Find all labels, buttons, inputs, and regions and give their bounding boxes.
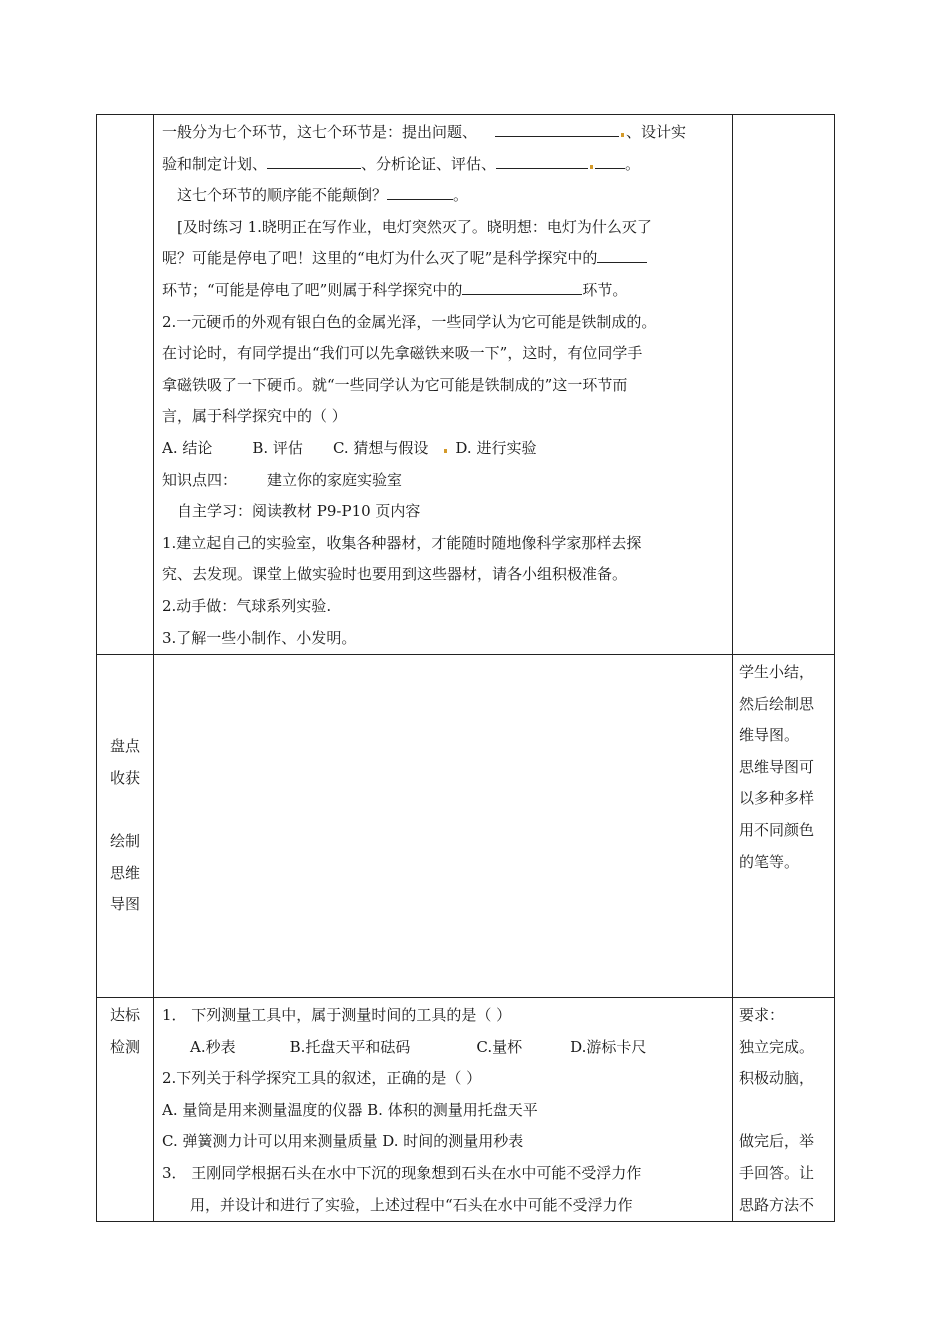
fill-blank[interactable]: [496, 152, 588, 169]
text-line: 究、去发现。课堂上做实验时也要用到这些器材，请各小组积极准备。: [162, 565, 628, 584]
knowledge-point-heading: 知识点四： 建立你的家庭实验室: [162, 470, 403, 489]
section-label: 思维: [109, 863, 140, 882]
option-c[interactable]: C.量杯: [476, 1037, 523, 1056]
section-label: 检测: [109, 1037, 140, 1056]
question-2-options: A. 量筒是用来测量温度的仪器 B. 体积的测量用托盘天平: [162, 1100, 538, 1119]
text-line: 自主学习：阅读教材 P9-P10 页内容: [177, 502, 421, 521]
fill-blank[interactable]: [462, 278, 582, 295]
text-line: 环节；“可能是停电了吧”则属于科学探究中的 环节。: [162, 275, 726, 307]
option-a[interactable]: A.秒表: [190, 1037, 236, 1056]
row1-note-cell: [733, 115, 835, 655]
text-line: 言，属于科学探究中的（ ）: [162, 407, 347, 426]
text-line: 2.一元硬币的外观有银白色的金属光泽，一些同学认为它可能是铁制成的。: [162, 312, 657, 331]
question-3: 3． 王刚同学根据石头在水中下沉的现象想到石头在水中可能不受浮力作: [162, 1164, 642, 1183]
row2-note-cell: 学生小结， 然后绘制思 维导图。 思维导图可 以多种多样 用不同颜色 的笔等。: [733, 655, 835, 998]
mind-map-area[interactable]: [154, 655, 733, 998]
fill-blank[interactable]: [595, 152, 625, 169]
question-2: 2.下列关于科学探究工具的叙述，正确的是（ ）: [162, 1069, 482, 1088]
lesson-table: [96, 114, 835, 1222]
question-2-options: C. 弹簧测力计可以用来测量质量 D. 时间的测量用秒表: [162, 1132, 524, 1151]
text-line: 这七个环节的顺序能不能颠倒？ 。: [162, 180, 726, 212]
section-label: 绘制: [109, 832, 140, 851]
choice-options: [162, 433, 726, 465]
text-line: 一般分为七个环节，这七个环节是：提出问题、 、设计实: [162, 117, 726, 149]
row3-content-cell: [154, 998, 733, 1222]
option-a[interactable]: A. 结论: [162, 438, 213, 457]
question-1: 1． 下列测量工具中，属于测量时间的工具的是（ ）: [162, 1006, 512, 1025]
table-row-summary: [97, 655, 835, 998]
section-label: 收获: [109, 768, 140, 787]
text-line: 验和制定计划、 、分析论证、评估、 。: [162, 149, 726, 181]
table-row-test: [97, 998, 835, 1222]
option-b[interactable]: B.托盘天平和砝码: [289, 1037, 411, 1056]
table-row-inquiry: [97, 115, 835, 655]
text-line: 拿磁铁吸了一下硬币。就“一些同学认为它可能是铁制成的”这一环节而: [162, 375, 628, 394]
row1-label-cell: [97, 115, 154, 655]
section-label: 导图: [109, 895, 140, 914]
section-label: 达标: [109, 1006, 140, 1025]
row1-content-cell: [154, 115, 733, 655]
section-label: 盘点: [109, 737, 140, 756]
question-1-options: [162, 1032, 726, 1064]
option-d[interactable]: D.游标卡尺: [570, 1037, 647, 1056]
row3-note-cell: 要求： 独立完成。 积极动脑， 做完后，举 手回答。让 思路方法不: [733, 998, 835, 1222]
question-3: 用，并设计和进行了实验，上述过程中“石头在水中可能不受浮力作: [190, 1195, 633, 1214]
fill-blank[interactable]: [387, 183, 453, 200]
fill-blank[interactable]: [267, 152, 361, 169]
text-line: 1.建立起自己的实验室，收集各种器材，才能随时随地像科学家那样去探: [162, 533, 642, 552]
row2-label-cell: [97, 655, 154, 998]
row3-label-cell: [97, 998, 154, 1222]
fill-blank[interactable]: [597, 246, 647, 263]
text-line: 呢？可能是停电了吧！这里的“电灯为什么灭了呢”是科学探究中的: [162, 243, 726, 275]
fill-blank[interactable]: [495, 120, 619, 137]
text-line: 在讨论时，有同学提出“我们可以先拿磁铁来吸一下”，这时，有位同学手: [162, 344, 643, 363]
text-line: [及时练习 1.晓明正在写作业，电灯突然灭了。晓明想：电灯为什么灭了: [177, 217, 652, 236]
option-d[interactable]: D. 进行实验: [455, 438, 537, 457]
option-c[interactable]: C. 猜想与假设: [332, 438, 429, 457]
text-line: 2.动手做：气球系列实验.: [162, 596, 332, 615]
text-line: 3.了解一些小制作、小发明。: [162, 628, 357, 647]
option-b[interactable]: B. 评估: [252, 438, 303, 457]
